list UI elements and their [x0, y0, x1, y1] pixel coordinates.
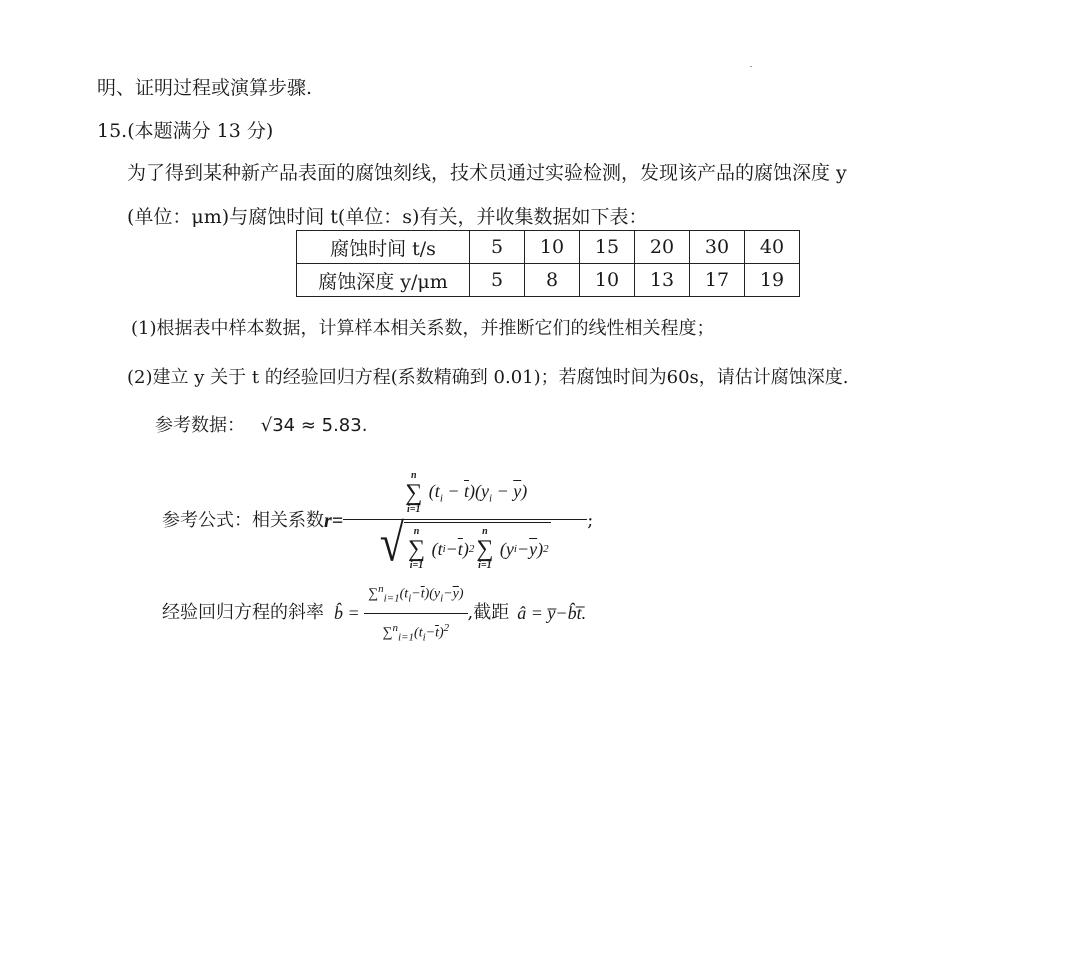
reference-data — [155, 414, 367, 438]
slope-fraction — [364, 577, 467, 649]
problem-header: 15.(本题满分 13 分) — [97, 120, 274, 142]
table-cell: 5 — [470, 264, 525, 297]
table-cell: 10 — [525, 231, 580, 264]
sqrt-symbol: √ n ∑ i=1 ( t i − $\overline{t}$ ) 2 n ∑ i=1 ( y i − $\overline{y}$ ) 2 — [379, 513, 549, 573]
correlation-numerator: n ∑ i=1 $(t_i - \overline{t})(y_i - \overline{y})$ — [343, 471, 587, 520]
table-row-depth — [297, 264, 800, 297]
formula-regression: 经验回归方程的斜率 b̂ = $\frac{\sum^n_{i=1}(t_i-\overline{t})(y_i-\overline{y})}{\sum^n_{i=1}(t_i-\overline{t})^2}$ ,截距 â = y̅−b̂t̅. — [162, 582, 586, 644]
table-row-time — [297, 231, 800, 264]
reference-data-label: 参考数据： — [155, 415, 245, 436]
formula2-intercept-label: ,截距 — [467, 602, 510, 623]
data-table — [296, 230, 800, 297]
formula2-label: 经验回归方程的斜率 — [162, 602, 324, 623]
sigma-symbol: n ∑ i=1 — [476, 526, 494, 571]
table-cell: 30 — [690, 231, 745, 264]
table-cell: 5 — [470, 231, 525, 264]
problem-text-line2: (单位：μm)与腐蚀时间 t(单位：s)有关，并收集数据如下表： — [127, 206, 648, 228]
table-cell: 8 — [525, 264, 580, 297]
question-2: (2)建立 y 关于 t 的经验回归方程(系数精确到 0.01)；若腐蚀时间为60s，请估计腐蚀深度. — [127, 367, 849, 388]
sigma-symbol: n ∑ i=1 — [407, 526, 426, 571]
table-cell: 19 — [745, 264, 800, 297]
formula-correlation: 参考公式：相关系数 r= n ∑ i=1 $(t_i - \overline{t})(y_i - \overline{y})$ √ n ∑ i=1 ( t i − $\overline{t}$ ) 2 n ∑ i=1 ( y i − $\overline{y}$ ) 2 ; — [162, 470, 594, 573]
table-cell: 20 — [635, 231, 690, 264]
slope-numerator: $\sum^n_{i=1}(t_i-\overline{t})(y_i-\overline{y})$ — [364, 577, 467, 613]
formula1-var: r= — [324, 510, 344, 532]
formula1-label: 参考公式：相关系数 — [162, 510, 324, 531]
table-cell: 15 — [580, 231, 635, 264]
reference-data-value: √34 ≈ 5.83. — [260, 415, 368, 436]
problem-text-line1: 为了得到某种新产品表面的腐蚀刻线，技术员通过实验检测，发现该产品的腐蚀深度 y — [127, 162, 847, 184]
question-1: (1)根据表中样本数据，计算样本相关系数，并推断它们的线性相关程度； — [131, 318, 715, 339]
sigma-symbol: n ∑ i=1 — [405, 470, 423, 515]
correlation-fraction — [343, 471, 587, 571]
slope-denominator: $\sum^n_{i=1}(t_i-\overline{t})^2$ — [382, 621, 450, 643]
table-cell: 40 — [745, 231, 800, 264]
table-cell: 10 — [580, 264, 635, 297]
scan-speck — [750, 66, 752, 67]
intro-line: 明、证明过程或演算步骤. — [97, 77, 313, 99]
row-label-time: 腐蚀时间 t/s — [297, 231, 470, 264]
formula2-intercept: â = y̅−b̂t̅. — [517, 603, 587, 623]
table-cell: 17 — [690, 264, 745, 297]
correlation-denominator — [379, 513, 551, 573]
row-label-depth: 腐蚀深度 y/μm — [297, 264, 470, 297]
table-cell: 13 — [635, 264, 690, 297]
